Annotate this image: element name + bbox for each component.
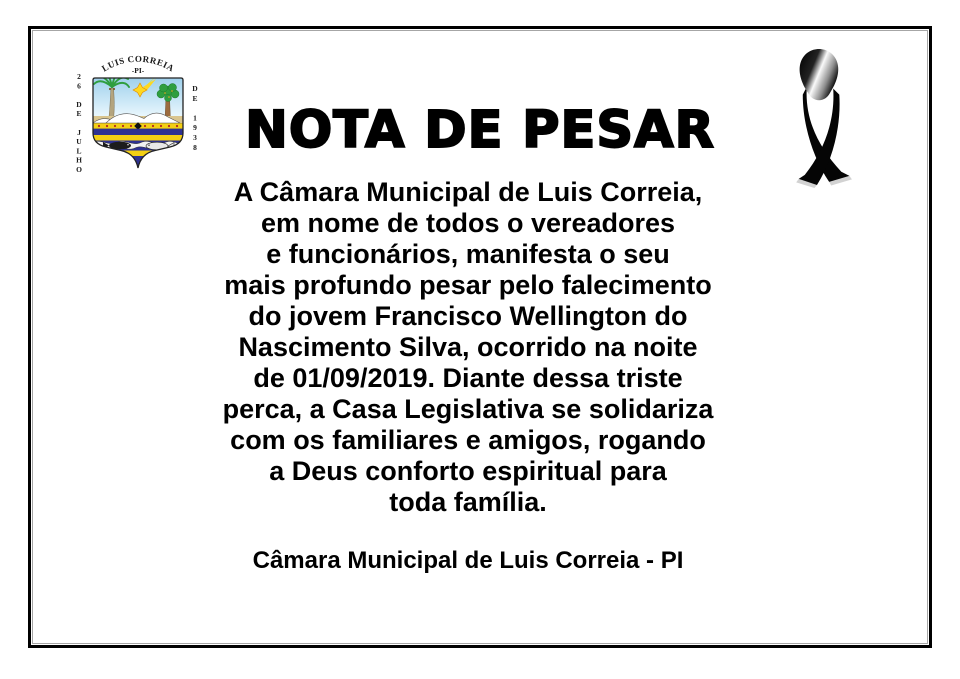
crest-pi-label: -PI-	[131, 66, 145, 75]
note-title: NOTA DE PESAR	[245, 101, 715, 160]
crest-right-date: DE 1938	[190, 84, 200, 153]
note-body-line: a Deus conforto espiritual para	[269, 456, 667, 486]
note-body-line: mais profundo pesar pelo falecimento	[224, 270, 712, 300]
crest-left-date: 26 DE JULHO	[74, 72, 84, 175]
note-body-line: A Câmara Municipal de Luis Correia,	[233, 177, 703, 207]
note-body-line: em nome de todos o vereadores	[260, 208, 676, 238]
signature-line: Câmara Municipal de Luis Correia - PI	[252, 547, 684, 574]
note-body-line: de 01/09/2019. Diante dessa triste	[253, 363, 683, 393]
note-body-line: com os familiares e amigos, rogando	[230, 425, 706, 455]
note-body	[16, 177, 920, 518]
note-body-line: toda família.	[389, 487, 547, 517]
note-body-line: e funcionários, manifesta o seu	[266, 239, 670, 269]
note-body-line: Nascimento Silva, ocorrido na noite	[238, 332, 698, 362]
note-body-line: do jovem Francisco Wellington do	[248, 301, 688, 331]
crest-arc-title-text: LUIS CORREIA	[99, 53, 177, 74]
note-body-line: perca, a Casa Legislativa se solidariza	[222, 394, 714, 424]
